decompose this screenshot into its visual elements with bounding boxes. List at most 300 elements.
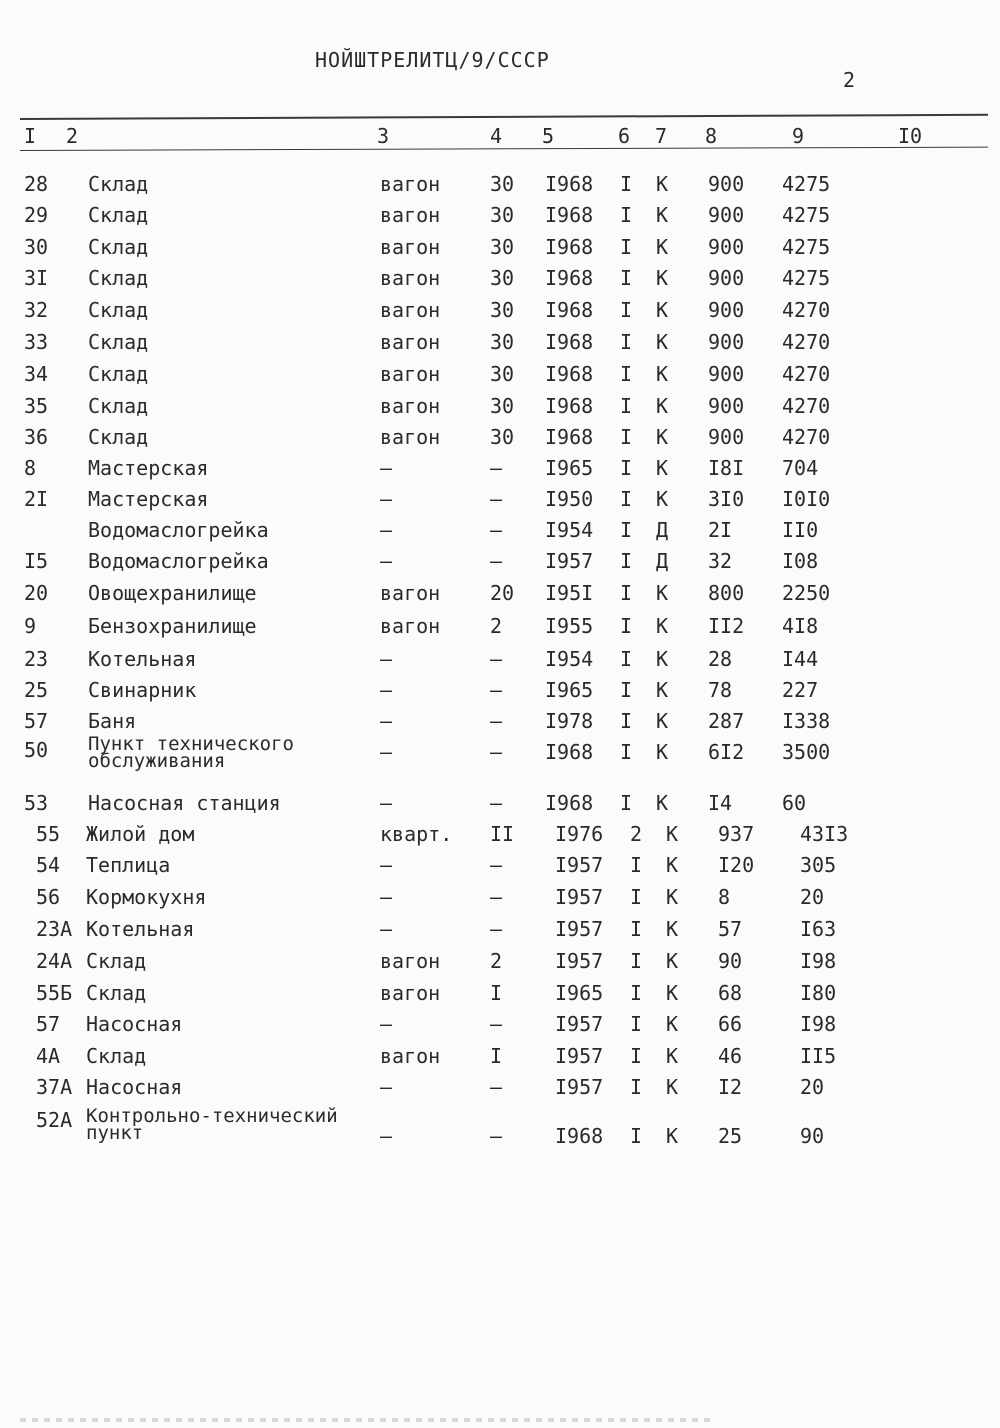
table-cell: К <box>666 1075 679 1099</box>
table-row <box>0 203 1000 233</box>
table-cell: 900 <box>708 362 745 386</box>
table-cell: I <box>620 456 633 480</box>
table-cell: I954 <box>545 647 594 671</box>
table-cell: I <box>620 581 633 605</box>
table-cell: 4270 <box>782 330 831 354</box>
table-cell: I <box>630 1075 643 1099</box>
table-cell: – <box>490 487 503 511</box>
table-cell: – <box>380 1075 393 1099</box>
table-cell: – <box>380 853 393 877</box>
table-cell: I <box>630 917 643 941</box>
table-row <box>0 362 1000 392</box>
table-cell: 57 <box>718 917 743 941</box>
table-cell: 2 <box>490 614 503 638</box>
table-cell: 50 <box>24 738 49 762</box>
table-cell: 800 <box>708 581 745 605</box>
table-cell: I08 <box>782 549 819 573</box>
table-cell: Овощехранилище <box>88 581 257 605</box>
table-cell: I965 <box>545 456 594 480</box>
table-cell: Насосная <box>86 1075 183 1099</box>
table-cell: 20 <box>24 581 49 605</box>
table-cell: 2250 <box>782 581 831 605</box>
table-row <box>0 1012 1000 1042</box>
table-cell: – <box>380 917 393 941</box>
table-cell: 30 <box>490 298 515 322</box>
table-cell: I957 <box>555 949 604 973</box>
column-header: 6 <box>618 124 631 148</box>
table-cell: Склад <box>86 1044 147 1068</box>
table-cell: К <box>666 981 679 1005</box>
table-cell: I957 <box>545 549 594 573</box>
table-cell: Склад <box>88 235 149 259</box>
table-cell: вагон <box>380 362 441 386</box>
column-header: 9 <box>792 124 805 148</box>
table-cell: 60 <box>782 791 807 815</box>
table-cell: Мастерская <box>88 456 209 480</box>
table-cell: I63 <box>800 917 837 941</box>
table-cell: I <box>490 1044 503 1068</box>
table-header-rule <box>20 147 988 151</box>
table-cell: I <box>620 330 633 354</box>
table-cell: I <box>620 235 633 259</box>
table-cell: 4270 <box>782 425 831 449</box>
table-cell: 227 <box>782 678 819 702</box>
table-cell: I80 <box>800 981 837 1005</box>
table-row <box>0 330 1000 360</box>
scan-edge-noise <box>20 1418 710 1422</box>
table-cell: I <box>620 709 633 733</box>
table-cell: I <box>630 853 643 877</box>
table-cell: 287 <box>708 709 745 733</box>
table-cell: 900 <box>708 203 745 227</box>
table-cell: I968 <box>545 172 594 196</box>
table-cell: 8 <box>24 456 37 480</box>
table-cell: Теплица <box>86 853 171 877</box>
table-cell: I957 <box>555 853 604 877</box>
table-cell: К <box>656 330 669 354</box>
table-cell: – <box>380 487 393 511</box>
table-cell: вагон <box>380 203 441 227</box>
table-cell: 36 <box>24 425 49 449</box>
table-cell: I955 <box>545 614 594 638</box>
column-header: 4 <box>490 124 503 148</box>
table-cell: 4270 <box>782 298 831 322</box>
table-cell: I8I <box>708 456 745 480</box>
column-header: 5 <box>542 124 555 148</box>
table-cell: I <box>630 1044 643 1068</box>
table-cell: – <box>490 917 503 941</box>
table-cell: I338 <box>782 709 831 733</box>
table-cell: Склад <box>86 949 147 973</box>
table-cell: вагон <box>380 172 441 196</box>
table-cell: К <box>656 456 669 480</box>
table-cell: I957 <box>555 885 604 909</box>
table-cell: 4275 <box>782 172 831 196</box>
table-cell: I <box>620 487 633 511</box>
table-cell: – <box>490 853 503 877</box>
table-cell: вагон <box>380 981 441 1005</box>
table-row <box>0 266 1000 296</box>
table-cell: I957 <box>555 917 604 941</box>
table-cell: I <box>620 549 633 573</box>
table-cell: 3I <box>24 266 49 290</box>
table-cell: 3500 <box>782 740 831 764</box>
table-cell: Склад <box>88 266 149 290</box>
table-cell: I98 <box>800 1012 837 1036</box>
table-cell: 900 <box>708 394 745 418</box>
table-cell: I968 <box>545 394 594 418</box>
table-cell: 900 <box>708 235 745 259</box>
table-cell: кварт. <box>380 822 453 846</box>
table-cell: 20 <box>490 581 515 605</box>
table-cell: I <box>620 172 633 196</box>
table-cell: 57 <box>36 1012 61 1036</box>
table-cell: I968 <box>545 330 594 354</box>
table-cell: I <box>490 981 503 1005</box>
table-cell: К <box>656 394 669 418</box>
table-cell: I <box>620 518 633 542</box>
table-cell: – <box>490 1075 503 1099</box>
table-cell: К <box>666 1044 679 1068</box>
table-cell: – <box>380 456 393 480</box>
table-cell: Контрольно-технический пункт <box>86 1105 338 1144</box>
table-cell: 20 <box>800 1075 825 1099</box>
column-header: I0 <box>898 124 923 148</box>
table-cell: 53 <box>24 791 49 815</box>
table-cell: II <box>490 822 515 846</box>
table-cell: 78 <box>708 678 733 702</box>
table-cell: вагон <box>380 394 441 418</box>
table-cell: I <box>620 678 633 702</box>
table-cell: вагон <box>380 235 441 259</box>
table-cell: 30 <box>24 235 49 259</box>
table-cell: – <box>380 791 393 815</box>
table-cell: 32 <box>708 549 733 573</box>
table-cell: 4I8 <box>782 614 819 638</box>
table-cell: вагон <box>380 1044 441 1068</box>
table-cell: – <box>380 885 393 909</box>
table-cell: Свинарник <box>88 678 197 702</box>
table-cell: 704 <box>782 456 819 480</box>
table-cell: I44 <box>782 647 819 671</box>
table-cell: 900 <box>708 425 745 449</box>
table-cell: Склад <box>88 172 149 196</box>
table-cell: Водомаслогрейка <box>88 518 269 542</box>
table-cell: I954 <box>545 518 594 542</box>
table-cell: К <box>656 647 669 671</box>
table-cell: Склад <box>88 362 149 386</box>
table-cell: 33 <box>24 330 49 354</box>
table-cell: I957 <box>555 1044 604 1068</box>
table-row <box>0 298 1000 328</box>
table-cell: 29 <box>24 203 49 227</box>
table-cell: 56 <box>36 885 61 909</box>
table-cell: 30 <box>490 172 515 196</box>
table-cell: К <box>666 822 679 846</box>
table-cell: I2 <box>718 1075 743 1099</box>
table-cell: I98 <box>800 949 837 973</box>
table-cell: I968 <box>545 362 594 386</box>
table-row <box>0 853 1000 883</box>
table-cell: – <box>380 549 393 573</box>
table-cell: 4270 <box>782 362 831 386</box>
table-cell: – <box>380 709 393 733</box>
table-cell: – <box>490 709 503 733</box>
table-cell: I968 <box>545 740 594 764</box>
table-cell: Склад <box>88 203 149 227</box>
table-cell: 55Б <box>36 981 73 1005</box>
table-row <box>0 885 1000 915</box>
table-cell: 23 <box>24 647 49 671</box>
table-cell: I <box>620 425 633 449</box>
table-cell: 900 <box>708 330 745 354</box>
table-cell: 30 <box>490 330 515 354</box>
table-cell: I968 <box>545 298 594 322</box>
table-cell: К <box>666 949 679 973</box>
table-cell: 305 <box>800 853 837 877</box>
table-cell: 2 <box>490 949 503 973</box>
table-row <box>0 981 1000 1011</box>
table-cell: – <box>490 1124 503 1148</box>
table-cell: Д <box>656 518 669 542</box>
table-cell: II5 <box>800 1044 837 1068</box>
table-cell: 90 <box>718 949 743 973</box>
table-cell: Насосная станция <box>88 791 281 815</box>
table-cell: 66 <box>718 1012 743 1036</box>
table-cell: – <box>490 456 503 480</box>
column-header: I <box>24 124 37 148</box>
table-cell: 25 <box>24 678 49 702</box>
table-cell: 8 <box>718 885 731 909</box>
table-cell: 57 <box>24 709 49 733</box>
table-cell: 24А <box>36 949 73 973</box>
table-cell: К <box>656 487 669 511</box>
table-cell: К <box>656 203 669 227</box>
table-cell: I968 <box>545 266 594 290</box>
table-cell: – <box>490 518 503 542</box>
table-cell: I <box>620 791 633 815</box>
table-cell: Склад <box>88 425 149 449</box>
table-cell: 32 <box>24 298 49 322</box>
table-cell: Баня <box>88 709 137 733</box>
table-cell: I4 <box>708 791 733 815</box>
table-cell: 46 <box>718 1044 743 1068</box>
table-cell: 30 <box>490 362 515 386</box>
table-row <box>0 917 1000 947</box>
table-cell: 4270 <box>782 394 831 418</box>
table-cell: 25 <box>718 1124 743 1148</box>
table-cell: 30 <box>490 394 515 418</box>
table-cell: Котельная <box>88 647 197 671</box>
table-cell: К <box>666 1012 679 1036</box>
table-cell: I976 <box>555 822 604 846</box>
table-cell: Котельная <box>86 917 195 941</box>
table-row <box>0 949 1000 979</box>
table-cell: 937 <box>718 822 755 846</box>
table-cell: вагон <box>380 425 441 449</box>
table-cell: – <box>490 791 503 815</box>
table-row <box>0 487 1000 517</box>
table-cell: Мастерская <box>88 487 209 511</box>
table-cell: I <box>620 298 633 322</box>
table-top-rule <box>20 114 988 120</box>
table-cell: К <box>656 581 669 605</box>
table-cell: К <box>656 266 669 290</box>
table-cell: 23А <box>36 917 73 941</box>
table-cell: вагон <box>380 298 441 322</box>
table-cell: К <box>656 235 669 259</box>
table-cell: – <box>490 549 503 573</box>
table-row <box>0 822 1000 852</box>
table-cell: 55 <box>36 822 61 846</box>
table-cell: Бензохранилище <box>88 614 257 638</box>
table-cell: I965 <box>555 981 604 1005</box>
table-cell: 30 <box>490 266 515 290</box>
table-cell: К <box>656 425 669 449</box>
table-row <box>0 1044 1000 1074</box>
table-cell: I <box>620 394 633 418</box>
table-cell: Склад <box>86 981 147 1005</box>
column-header: 3 <box>377 124 390 148</box>
table-cell: I20 <box>718 853 755 877</box>
table-cell: I968 <box>545 425 594 449</box>
table-cell: I968 <box>545 235 594 259</box>
table-cell: I5 <box>24 549 49 573</box>
page-number: 2 <box>843 68 856 92</box>
table-cell: I957 <box>555 1075 604 1099</box>
table-row <box>0 456 1000 486</box>
table-cell: К <box>656 172 669 196</box>
table-cell: Жилой дом <box>86 822 195 846</box>
table-cell: – <box>490 885 503 909</box>
table-cell: I95I <box>545 581 594 605</box>
table-cell: II2 <box>708 614 745 638</box>
table-cell: I <box>630 949 643 973</box>
table-cell: I <box>630 885 643 909</box>
table-cell: вагон <box>380 266 441 290</box>
table-cell: – <box>380 1012 393 1036</box>
table-cell: 4А <box>36 1044 61 1068</box>
table-cell: Д <box>656 549 669 573</box>
table-cell: I <box>630 981 643 1005</box>
table-cell: 68 <box>718 981 743 1005</box>
table-cell: I950 <box>545 487 594 511</box>
table-cell: II0 <box>782 518 819 542</box>
table-cell: вагон <box>380 614 441 638</box>
table-cell: – <box>490 1012 503 1036</box>
table-cell: – <box>380 647 393 671</box>
table-cell: I957 <box>555 1012 604 1036</box>
table-cell: Водомаслогрейка <box>88 549 269 573</box>
table-cell: Пункт технического обслуживания <box>88 733 294 772</box>
table-cell: К <box>656 614 669 638</box>
table-cell: 4275 <box>782 235 831 259</box>
table-cell: К <box>656 709 669 733</box>
table-cell: – <box>490 647 503 671</box>
table-row <box>0 581 1000 611</box>
table-cell: I <box>630 1124 643 1148</box>
table-cell: 900 <box>708 172 745 196</box>
table-cell: I978 <box>545 709 594 733</box>
table-cell: 900 <box>708 266 745 290</box>
table-row <box>0 733 1000 772</box>
table-cell: 54 <box>36 853 61 877</box>
table-cell: I968 <box>545 203 594 227</box>
table-cell: К <box>656 791 669 815</box>
table-row <box>0 678 1000 708</box>
table-cell: 3I0 <box>708 487 745 511</box>
table-cell: 2I <box>24 487 49 511</box>
table-cell: I <box>620 266 633 290</box>
column-header: 2 <box>66 124 79 148</box>
table-cell: 4275 <box>782 203 831 227</box>
table-cell: 20 <box>800 885 825 909</box>
table-cell: К <box>656 298 669 322</box>
table-cell: I0I0 <box>782 487 831 511</box>
table-cell: 37А <box>36 1075 73 1099</box>
table-cell: I <box>620 362 633 386</box>
table-cell: 900 <box>708 298 745 322</box>
table-cell: 28 <box>24 172 49 196</box>
column-header: 7 <box>655 124 668 148</box>
table-cell: 35 <box>24 394 49 418</box>
table-cell: Склад <box>88 394 149 418</box>
table-cell: I968 <box>555 1124 604 1148</box>
table-cell: Склад <box>88 330 149 354</box>
table-cell: I968 <box>545 791 594 815</box>
table-cell: К <box>666 853 679 877</box>
table-row <box>0 1105 1000 1154</box>
table-cell: К <box>666 1124 679 1148</box>
table-cell: 6I2 <box>708 740 745 764</box>
table-cell: вагон <box>380 330 441 354</box>
table-cell: К <box>656 740 669 764</box>
table-cell: 30 <box>490 235 515 259</box>
table-cell: I <box>630 1012 643 1036</box>
table-row <box>0 614 1000 644</box>
table-cell: 2I <box>708 518 733 542</box>
table-cell: 4275 <box>782 266 831 290</box>
table-cell: I <box>620 647 633 671</box>
table-row <box>0 518 1000 548</box>
table-cell: К <box>656 362 669 386</box>
table-cell: вагон <box>380 581 441 605</box>
table-cell: – <box>380 518 393 542</box>
table-cell: – <box>490 740 503 764</box>
table-cell: 30 <box>490 203 515 227</box>
table-cell: 34 <box>24 362 49 386</box>
table-cell: 90 <box>800 1124 825 1148</box>
table-cell: Кормокухня <box>86 885 207 909</box>
table-row <box>0 235 1000 265</box>
table-cell: – <box>490 678 503 702</box>
table-cell: вагон <box>380 949 441 973</box>
table-row <box>0 549 1000 579</box>
table-cell: – <box>380 678 393 702</box>
table-cell: I <box>620 614 633 638</box>
table-row <box>0 394 1000 424</box>
document-title: НОЙШТРЕЛИТЦ/9/СССР <box>315 48 550 72</box>
table-cell: 52А <box>36 1108 73 1132</box>
table-cell: I <box>620 740 633 764</box>
table-row <box>0 1075 1000 1105</box>
table-cell: – <box>380 740 393 764</box>
table-cell: 9 <box>24 614 37 638</box>
table-row <box>0 647 1000 677</box>
table-cell: К <box>666 917 679 941</box>
table-cell: К <box>666 885 679 909</box>
table-row <box>0 172 1000 202</box>
